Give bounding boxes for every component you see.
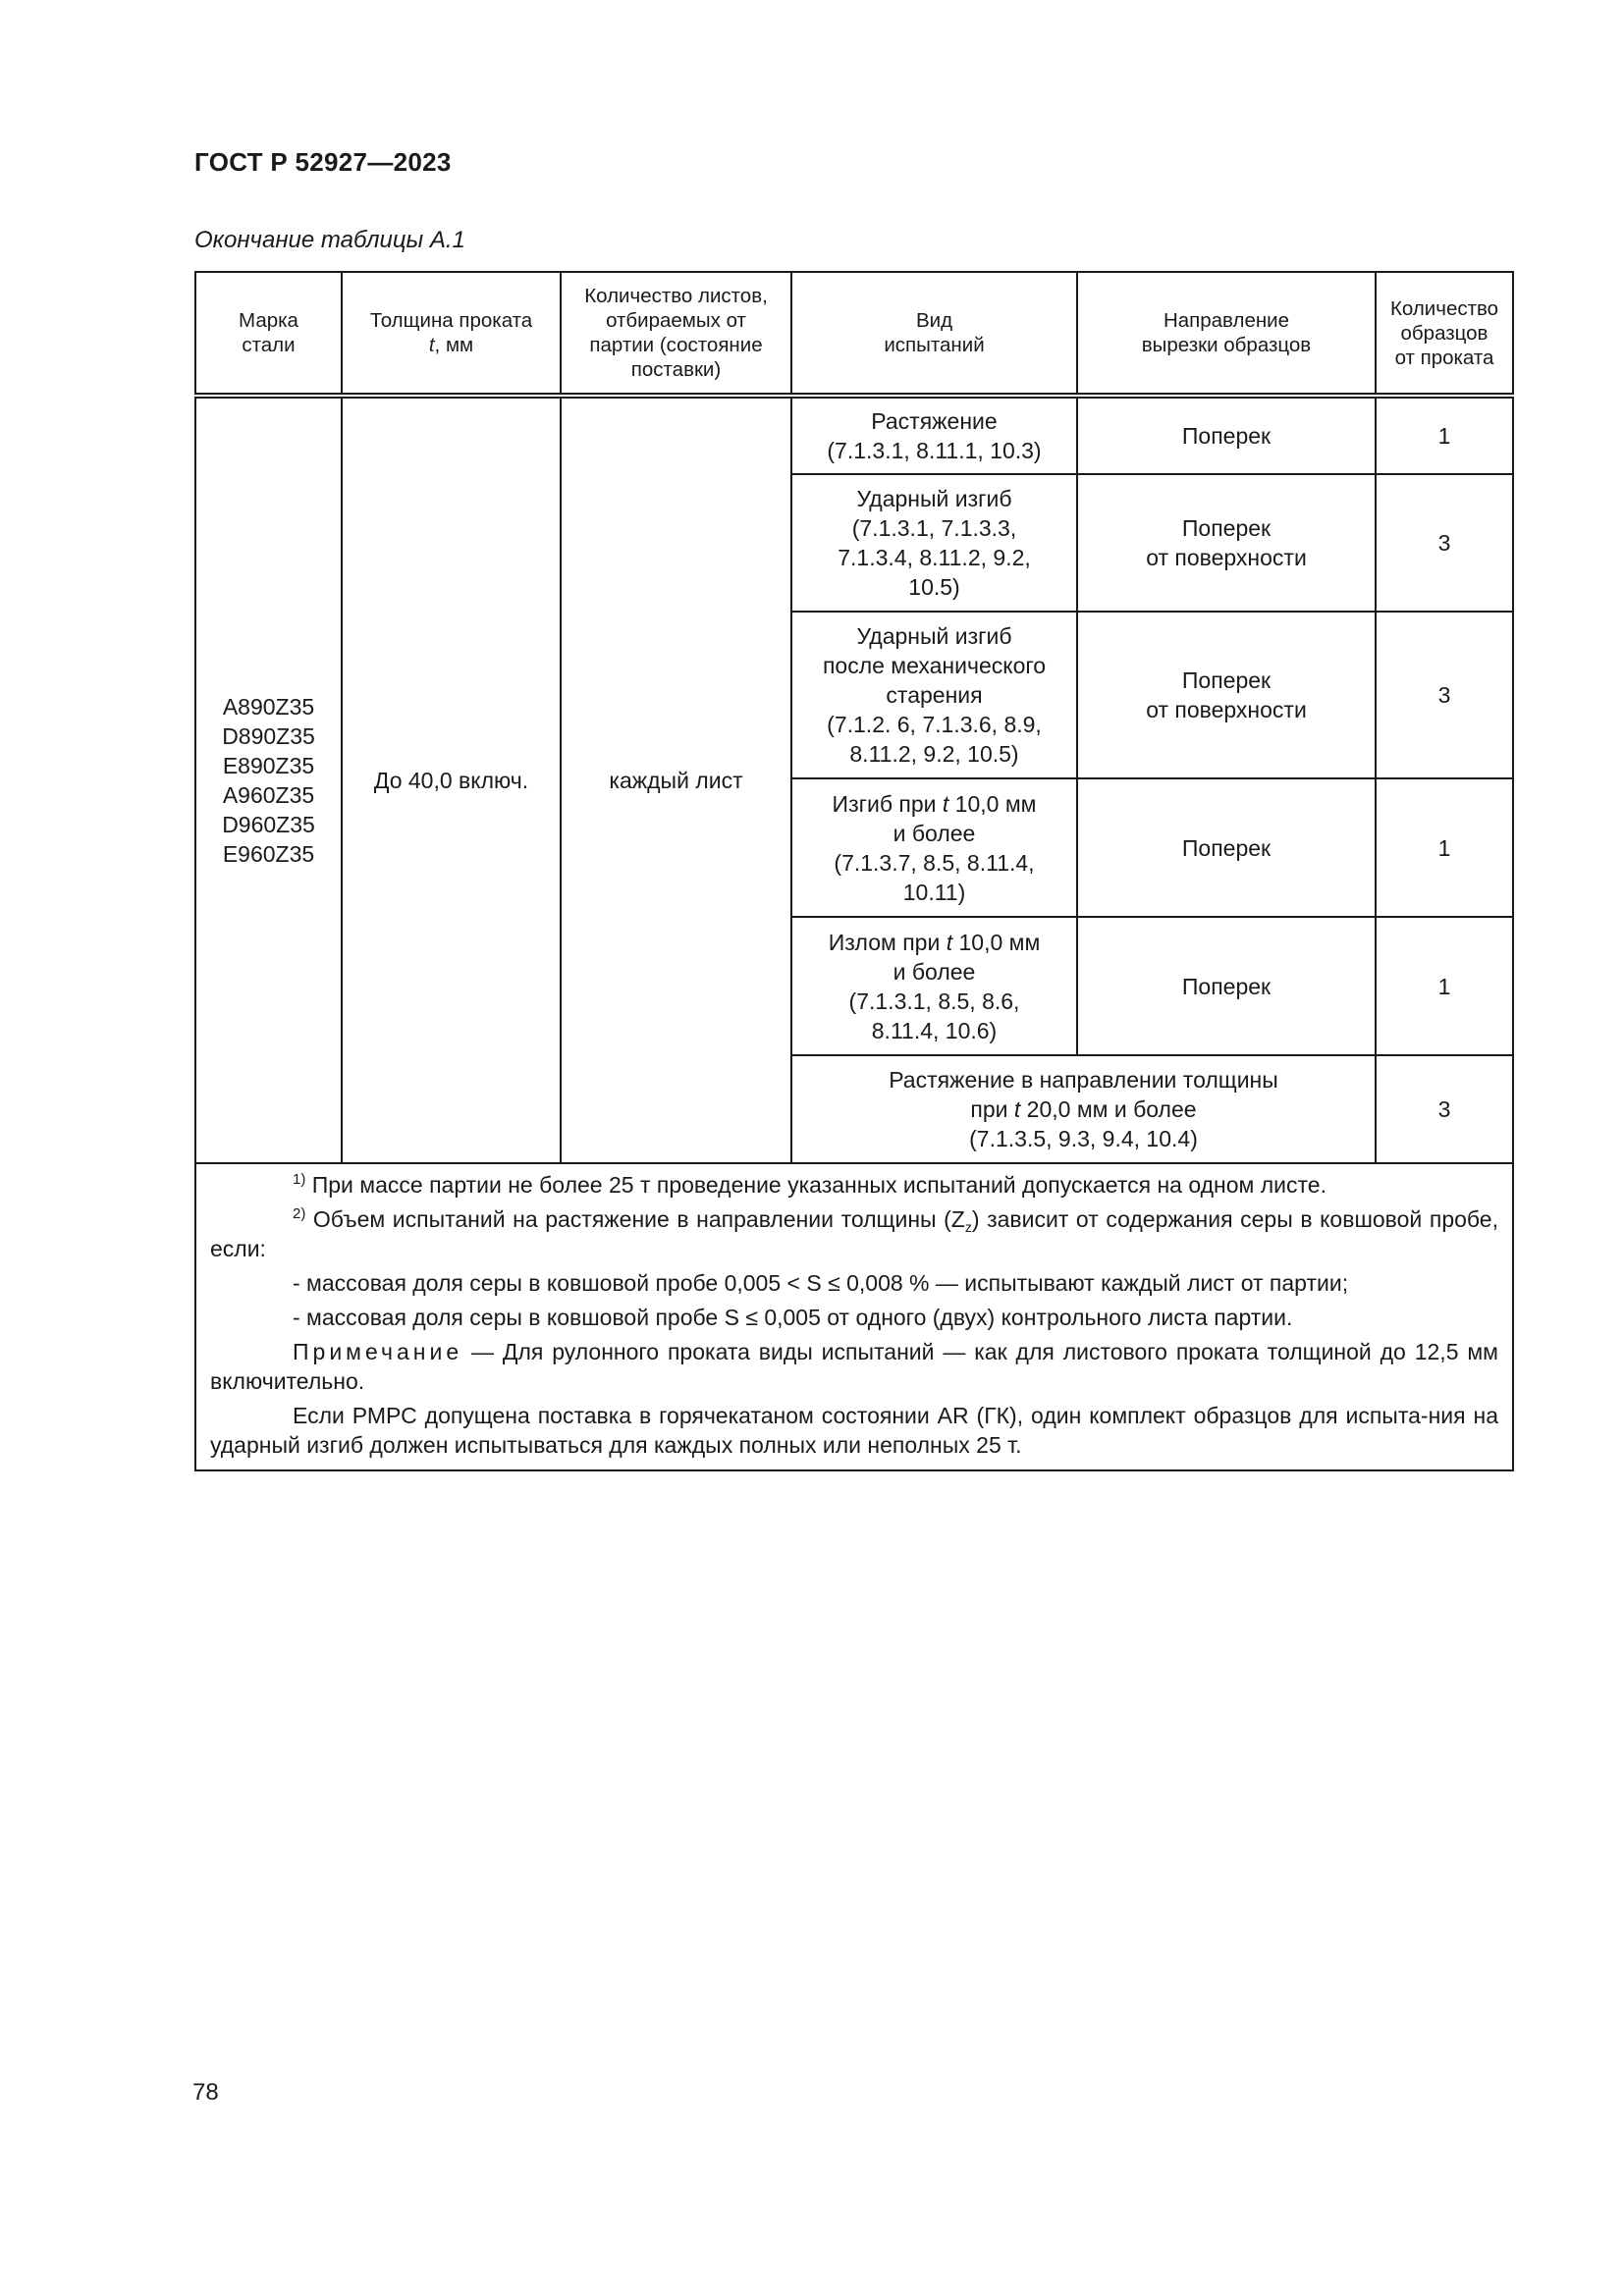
footnote-1-text: При массе партии не более 25 т проведение указанных испытаний допускается на одном листе. bbox=[305, 1172, 1326, 1198]
specimen-count-cell: 3 bbox=[1376, 612, 1513, 778]
list-item: - массовая доля серы в ковшовой пробе S ≤ 0,005 от одного (двух) контрольного листа партии. bbox=[293, 1305, 1293, 1330]
test-type-var: t bbox=[1013, 1096, 1021, 1122]
test-type-cell bbox=[791, 917, 1077, 1055]
note-label: Примечание bbox=[293, 1339, 463, 1364]
table-caption: Окончание таблицы А.1 bbox=[194, 227, 465, 253]
test-type-pre: Изгиб при bbox=[832, 790, 943, 817]
cut-direction-cell: Поперек bbox=[1077, 396, 1376, 474]
steel-grades-cell: A890Z35 D890Z35 E890Z35 A960Z35 D960Z35 E960Z35 bbox=[195, 396, 342, 1163]
footnote-2 bbox=[210, 1204, 1498, 1263]
footnote-1 bbox=[210, 1170, 1498, 1200]
test-type-cell bbox=[791, 778, 1077, 917]
header-specimen-count: Количество образцов от проката bbox=[1376, 272, 1513, 396]
header-test-type: Вид испытаний bbox=[791, 272, 1077, 396]
footnote-2-subscript: z bbox=[964, 1219, 972, 1235]
test-type-cell bbox=[791, 1055, 1376, 1163]
test-type-pre: Растяжение в направлении толщины при bbox=[889, 1067, 1278, 1122]
header-sheet-count: Количество листов, отбираемых от партии (состояние поставки) bbox=[561, 272, 791, 396]
table-row bbox=[195, 396, 1513, 474]
test-type-pre: Излом при bbox=[828, 929, 947, 955]
header-steel-grade: Марка стали bbox=[195, 272, 342, 396]
thickness-cell: До 40,0 включ. bbox=[342, 396, 561, 1163]
rmrs-paragraph: Если РМРС допущена поставка в горячекатаном состоянии AR (ГК), один комплект образцов для испыта-ния на ударный изгиб должен испытываться для каждых полных или неполных 25 т. bbox=[210, 1403, 1498, 1458]
cut-direction-cell: Поперек bbox=[1077, 917, 1376, 1055]
test-type-var: t bbox=[946, 929, 953, 955]
page-number: 78 bbox=[192, 2079, 219, 2106]
footnote-2-text-a: Объем испытаний на растяжение в направлении толщины (Z bbox=[305, 1206, 965, 1232]
footnote-2-mark: 2) bbox=[293, 1205, 306, 1222]
specimen-count-cell: 1 bbox=[1376, 778, 1513, 917]
document-code: ГОСТ Р 52927—2023 bbox=[194, 147, 452, 177]
cut-direction-cell: Поперек от поверхности bbox=[1077, 474, 1376, 612]
specimen-count-cell: 1 bbox=[1376, 917, 1513, 1055]
test-type-post: 10,0 мм и более (7.1.3.7, 8.5, 8.11.4, 10.11) bbox=[834, 790, 1037, 905]
specimen-count-cell: 1 bbox=[1376, 396, 1513, 474]
cut-direction-cell: Поперек от поверхности bbox=[1077, 612, 1376, 778]
header-thickness-label: Толщина проката bbox=[369, 309, 533, 332]
header-cut-direction: Направление вырезки образцов bbox=[1077, 272, 1376, 396]
header-thickness-unit: , мм bbox=[434, 334, 474, 356]
specimen-count-cell: 3 bbox=[1376, 1055, 1513, 1163]
sheet-count-cell: каждый лист bbox=[561, 396, 791, 1163]
test-type-post: 20,0 мм и более (7.1.3.5, 9.3, 9.4, 10.4) bbox=[969, 1096, 1198, 1151]
test-type-var: t bbox=[942, 790, 949, 817]
footnote-2-text-b: ) зависит от содержания серы в ковшовой пробе, если: bbox=[210, 1206, 1498, 1261]
notes-cell bbox=[195, 1163, 1513, 1470]
specimen-count-cell: 3 bbox=[1376, 474, 1513, 612]
note-paragraph bbox=[210, 1337, 1498, 1396]
test-type-cell: Растяжение (7.1.3.1, 8.11.1, 10.3) bbox=[791, 396, 1077, 474]
notes-row bbox=[195, 1163, 1513, 1470]
test-type-cell: Ударный изгиб (7.1.3.1, 7.1.3.3, 7.1.3.4, 8.11.2, 9.2, 10.5) bbox=[791, 474, 1077, 612]
list-item: - массовая доля серы в ковшовой пробе 0,005 < S ≤ 0,008 % — испытывают каждый лист от партии; bbox=[293, 1270, 1349, 1296]
header-thickness-var: t bbox=[428, 334, 435, 356]
table-header-row bbox=[195, 272, 1513, 396]
footnote-1-mark: 1) bbox=[293, 1171, 306, 1188]
note-text: — Для рулонного проката виды испытаний — как для листового проката толщиной до 12,5 мм включительно. bbox=[210, 1339, 1498, 1394]
test-type-cell: Ударный изгиб после механического старения (7.1.2. 6, 7.1.3.6, 8.9, 8.11.2, 9.2, 10.5) bbox=[791, 612, 1077, 778]
steel-test-table bbox=[194, 271, 1514, 1471]
header-thickness bbox=[342, 272, 561, 396]
test-type-post: 10,0 мм и более (7.1.3.1, 8.5, 8.6, 8.11.4, 10.6) bbox=[848, 929, 1041, 1043]
cut-direction-cell: Поперек bbox=[1077, 778, 1376, 917]
